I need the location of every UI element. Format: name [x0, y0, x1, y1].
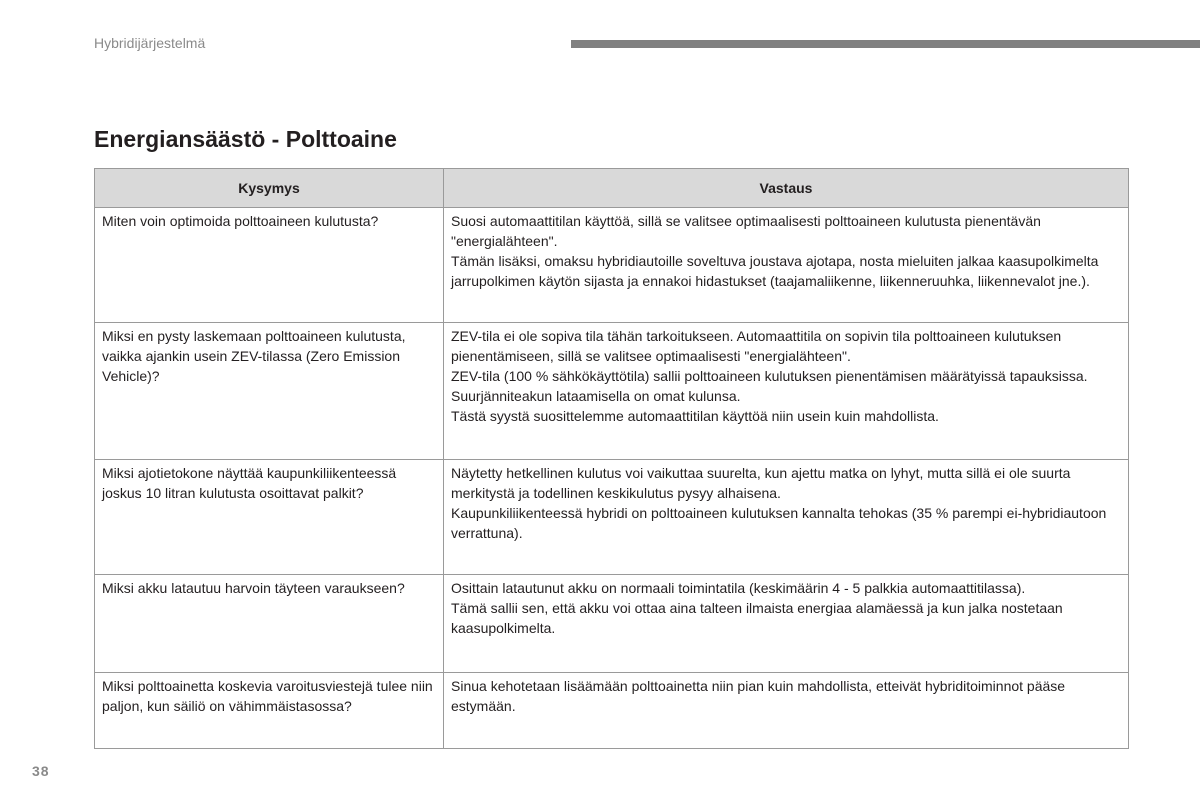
question-cell: Miten voin optimoida polttoaineen kulutusta? — [95, 208, 444, 323]
answer-paragraph: Osittain latautunut akku on normaali toimintatila (keskimäärin 4 - 5 palkkia automaattitilassa). — [451, 580, 1026, 596]
answer-paragraph: Tämän lisäksi, omaksu hybridiautoille soveltuva joustava ajotapa, nosta mieluiten jalkaa kaasupolkimelta jarrupolkimen käytön sijasta ja ennakoi hidastukset (taajamaliikenne, liikenneruuhka, liikennevalot jne.). — [451, 253, 1099, 289]
answer-paragraph: Kaupunkiliikenteessä hybridi on polttoaineen kulutuksen kannalta tehokas (35 % parempi ei-hybridiautoon verrattuna). — [451, 505, 1107, 541]
question-cell: Miksi akku latautuu harvoin täyteen varaukseen? — [95, 575, 444, 673]
table-row — [95, 323, 1129, 460]
question-cell: Miksi en pysty laskemaan polttoaineen kulutusta, vaikka ajankin usein ZEV-tilassa (Zero Emission Vehicle)? — [95, 323, 444, 460]
question-cell: Miksi ajotietokone näyttää kaupunkiliikenteessä joskus 10 litran kulutusta osoittavat palkit? — [95, 460, 444, 575]
table-row — [95, 575, 1129, 673]
question-cell: Miksi polttoainetta koskevia varoitusviestejä tulee niin paljon, kun säiliö on vähimmäistasossa? — [95, 673, 444, 749]
answer-paragraph: ZEV-tila ei ole sopiva tila tähän tarkoitukseen. Automaattitila on sopivin tila polttoaineen kulutuksen pienentämiseen, sillä se valitsee optimaalisesti "energialähteen". — [451, 328, 1062, 364]
page-number: 38 — [32, 763, 50, 779]
answer-cell — [444, 323, 1129, 460]
column-header-answer: Vastaus — [444, 169, 1129, 208]
table-row — [95, 460, 1129, 575]
section-label: Hybridijärjestelmä — [94, 35, 206, 51]
answer-paragraph: Tämä sallii sen, että akku voi ottaa aina talteen ilmaista energiaa alamäessä ja kun jalka nostetaan kaasupolkimelta. — [451, 600, 1063, 636]
page-title: Energiansäästö - Polttoaine — [94, 126, 397, 152]
answer-paragraph: Tästä syystä suosittelemme automaattitilan käyttöä niin usein kuin mahdollista. — [451, 408, 939, 424]
answer-paragraph: ZEV-tila (100 % sähkökäyttötila) sallii polttoaineen kulutuksen pienentämisen määrätyissä tapauksissa. Suurjänniteakun lataamisella on omat kulunsa. — [451, 368, 1088, 404]
answer-paragraph: Suosi automaattitilan käyttöä, sillä se valitsee optimaalisesti polttoaineen kulutusta pienentävän "energialähteen". — [451, 213, 1041, 249]
answer-cell — [444, 460, 1129, 575]
answer-cell — [444, 208, 1129, 323]
answer-cell — [444, 673, 1129, 749]
table-row — [95, 673, 1129, 749]
answer-cell — [444, 575, 1129, 673]
faq-table — [94, 168, 1129, 749]
answer-paragraph: Näytetty hetkellinen kulutus voi vaikuttaa suurelta, kun ajettu matka on lyhyt, mutta sillä ei ole suurta merkitystä ja todellinen keskikulutus pysyy alhaisena. — [451, 465, 1071, 501]
header-bar — [571, 40, 1200, 48]
column-header-question: Kysymys — [95, 169, 444, 208]
table-row — [95, 208, 1129, 323]
answer-paragraph: Sinua kehotetaan lisäämään polttoainetta niin pian kuin mahdollista, etteivät hybriditoiminnot pääse estymään. — [451, 678, 1066, 714]
table-header-row — [95, 169, 1129, 208]
